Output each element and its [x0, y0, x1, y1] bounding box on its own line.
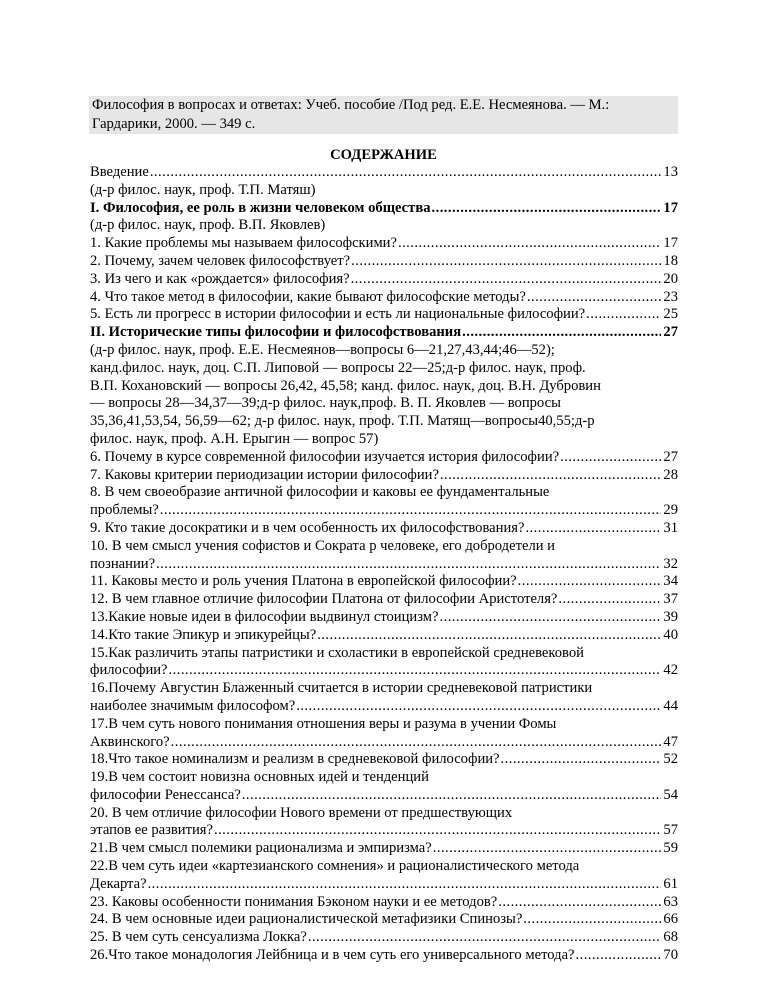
dot-leader: [558, 591, 661, 609]
toc-entry: [90, 894, 678, 912]
dot-leader: [296, 698, 661, 716]
toc-page-number: 61: [663, 875, 678, 892]
dot-leader: [156, 556, 661, 574]
toc-entry-title: 21.В чем смысл полемики рационализма и эмпиризма?: [90, 840, 432, 857]
toc-text-line: 22.В чем суть идеи «картезианского сомнения» и рационалистического метода: [90, 858, 580, 875]
toc-entry: [90, 929, 678, 947]
toc-entry-title: 7. Каковы критерии периодизации истории философии?: [90, 466, 439, 483]
toc-entry: [90, 911, 678, 929]
toc-entry: [90, 876, 678, 894]
toc-entry: [90, 289, 678, 307]
toc-text-line: 35,36,41,53,54, 56,59—62; д-р филос. наук, проф. Т.П. Матящ—вопросы40,55;д-р: [90, 413, 595, 430]
toc-entry-title: 18.Что такое номинализм и реализм в средневековой философии?: [90, 751, 500, 768]
dot-leader: [527, 289, 662, 307]
toc-entry-title: 3. Из чего и как «рождается» философия?: [90, 270, 350, 287]
dot-leader: [498, 894, 661, 912]
dot-leader: [518, 573, 662, 591]
toc-entry: [90, 253, 678, 271]
toc-entry-title: 1. Какие проблемы мы называем философскими?: [90, 235, 397, 252]
toc-entry-title: II. Исторические типы философии и философствования: [90, 324, 462, 341]
dot-leader: [432, 200, 662, 218]
toc-section-entry: [90, 200, 678, 218]
dot-leader: [462, 324, 661, 342]
toc-text-line: 15.Как различить этапы патристики и схоластики в европейской средневековой: [90, 644, 584, 661]
dot-leader: [398, 235, 661, 253]
bibliographic-reference: [89, 96, 678, 134]
toc-entry: [90, 840, 678, 858]
dot-leader: [440, 609, 662, 627]
toc-page-number: 17: [663, 235, 678, 252]
toc-entry-title: 11. Каковы место и роль учения Платона в европейской философии?: [90, 573, 517, 590]
toc-entry: [90, 787, 678, 805]
bibliography-line: Философия в вопросах и ответах: Учеб. пособие /Под ред. Е.Е. Несмеянова. — М.:: [92, 97, 610, 113]
toc-entry: [90, 164, 678, 182]
toc-page-number: 66: [663, 911, 678, 928]
toc-entry-title: 9. Кто такие досократики и в чем особенность их философствования?: [90, 519, 525, 536]
toc-entry: [90, 698, 678, 716]
dot-leader: [160, 502, 662, 520]
toc-entry: [90, 822, 678, 840]
toc-entry: [90, 449, 678, 467]
toc-entry-title: 6. Почему в курсе современной философии изучается история философии?: [90, 448, 560, 465]
toc-entry: [90, 235, 678, 253]
toc-page-number: 20: [663, 270, 678, 287]
toc-entry: [90, 502, 678, 520]
toc-page-number: 70: [663, 947, 678, 964]
toc-page-number: 29: [663, 502, 678, 519]
toc-page-number: 18: [663, 252, 678, 269]
toc-section-entry: [90, 324, 678, 342]
dot-leader: [351, 253, 661, 271]
toc-page-number: 37: [663, 591, 678, 608]
dot-leader: [148, 876, 662, 894]
toc-page-number: 57: [663, 822, 678, 839]
toc-page-number: 63: [663, 893, 678, 910]
toc-entry-title: 24. В чем основные идеи рационалистической метафизики Спинозы?: [90, 911, 523, 928]
toc-entry: [90, 947, 678, 965]
toc-entry: [90, 520, 678, 538]
toc-entry-title: 25. В чем суть сенсуализма Локка?: [90, 929, 307, 946]
toc-entry-title: I. Философия, ее роль в жизни человеком общества: [90, 199, 431, 216]
toc-entry-title: проблемы?: [90, 502, 159, 519]
toc-text-line: (д-р филос. наук, проф. Т.П. Матяш): [90, 181, 316, 198]
toc-page-number: 25: [663, 306, 678, 323]
toc-entry: [90, 306, 678, 324]
dot-leader: [171, 734, 662, 752]
dot-leader: [308, 929, 662, 947]
toc-page-number: 52: [663, 751, 678, 768]
dot-leader: [440, 467, 661, 485]
toc-text-line: В.П. Кохановский — вопросы 26,42, 45,58; канд. филос. наук, доц. В.Н. Дубровин: [90, 377, 601, 394]
toc-entry-title: 4. Что такое метод в философии, какие бывают философские методы?: [90, 288, 526, 305]
toc-page-number: 44: [663, 697, 678, 714]
dot-leader: [317, 627, 661, 645]
toc-entry: [90, 556, 678, 574]
toc-text-line: 10. В чем смысл учения софистов и Сократа р человеке, его добродетели и: [90, 537, 555, 554]
toc-entry: [90, 271, 678, 289]
toc-page-number: 28: [663, 466, 678, 483]
toc-heading: СОДЕРЖАНИЕ: [330, 147, 437, 163]
dot-leader: [351, 271, 662, 289]
dot-leader: [150, 164, 662, 182]
toc-text-line: (д-р филос. наук, проф. В.П. Яковлев): [90, 217, 326, 234]
dot-leader: [523, 911, 661, 929]
toc-entry-title: 13.Какие новые идеи в философии выдвинул стоицизм?: [90, 608, 439, 625]
toc-entry: [90, 627, 678, 645]
toc-page-number: 13: [663, 164, 678, 180]
toc-entry-title: 23. Каковы особенности понимания Бэконом науки и ее методов?: [90, 893, 498, 910]
toc-entry: [90, 734, 678, 752]
toc-page-number: 32: [663, 555, 678, 572]
toc-entry-title: 5. Есть ли прогресс в истории философии и есть ли национальные философии?: [90, 306, 586, 323]
toc-page-number: 23: [663, 288, 678, 305]
toc-entry: [90, 609, 678, 627]
dot-leader: [525, 520, 661, 538]
toc-entry: [90, 751, 678, 769]
toc-page-number: 42: [663, 662, 678, 679]
toc-entry-title: 14.Кто такие Эпикур и эпикурейцы?: [90, 626, 317, 643]
toc-page-number: 59: [663, 840, 678, 857]
dot-leader: [169, 662, 662, 680]
toc-page-number: 17: [663, 199, 678, 216]
toc-entry-title: наиболее значимым философом?: [90, 697, 296, 714]
toc-page-number: 68: [663, 929, 678, 946]
toc-text-line: 8. В чем своеобразие античной философии и каковы ее фундаментальные: [90, 484, 550, 501]
toc-entry-title: философии Ренессанса?: [90, 786, 241, 803]
toc-entry-title: философии?: [90, 662, 168, 679]
toc-page-number: 40: [663, 626, 678, 643]
toc-text-line: канд.филос. наук, доц. С.П. Липовой — вопросы 22—25;д-р филос. наук, проф.: [90, 359, 586, 376]
table-of-contents: [90, 164, 678, 965]
dot-leader: [501, 751, 662, 769]
toc-text-line: — вопросы 28—34,37—39;д-р филос. наук,проф. В. П. Яковлев — вопросы: [90, 395, 561, 412]
toc-entry: [90, 662, 678, 680]
toc-page-number: 54: [663, 786, 678, 803]
dot-leader: [576, 947, 662, 965]
toc-text-line: 19.В чем состоит новизна основных идей и тенденций: [90, 769, 429, 786]
toc-page-number: 27: [663, 448, 678, 465]
dot-leader: [586, 306, 661, 324]
toc-text-line: 16.Почему Августин Блаженный считается в истории средневековой патристики: [90, 680, 593, 697]
toc-entry-title: 2. Почему, зачем человек философствует?: [90, 252, 351, 269]
toc-entry-title: этапов ее развития?: [90, 822, 213, 839]
toc-page-number: 39: [663, 608, 678, 625]
toc-entry: [90, 591, 678, 609]
toc-entry-title: 12. В чем главное отличие философии Платона от философии Аристотеля?: [90, 591, 558, 608]
toc-entry: [90, 573, 678, 591]
toc-page-number: 27: [663, 324, 678, 341]
toc-page-number: 34: [663, 573, 678, 590]
toc-entry-title: Аквинского?: [90, 733, 170, 750]
dot-leader: [214, 822, 661, 840]
toc-text-line: филос. наук, проф. А.Н. Ерыгин — вопрос 57): [90, 430, 379, 447]
dot-leader: [560, 449, 661, 467]
toc-entry: [90, 467, 678, 485]
dot-leader: [433, 840, 662, 858]
toc-entry-title: Декарта?: [90, 875, 147, 892]
bibliography-line: Гардарики, 2000. — 349 с.: [92, 116, 256, 132]
toc-entry-title: 26.Что такое монадология Лейбница и в чем суть его универсального метода?: [90, 947, 575, 964]
toc-text-line: (д-р филос. наук, проф. Е.Е. Несмеянов—вопросы 6—21,27,43,44;46—52);: [90, 341, 555, 358]
toc-text-line: 17.В чем суть нового понимания отношения веры и разума в учении Фомы: [90, 715, 557, 732]
toc-entry-title: Введение: [90, 164, 149, 180]
toc-page-number: 31: [663, 519, 678, 536]
toc-page-number: 47: [663, 733, 678, 750]
dot-leader: [242, 787, 662, 805]
toc-entry-title: познании?: [90, 555, 156, 572]
toc-text-line: 20. В чем отличие философии Нового времени от предшествующих: [90, 804, 513, 821]
